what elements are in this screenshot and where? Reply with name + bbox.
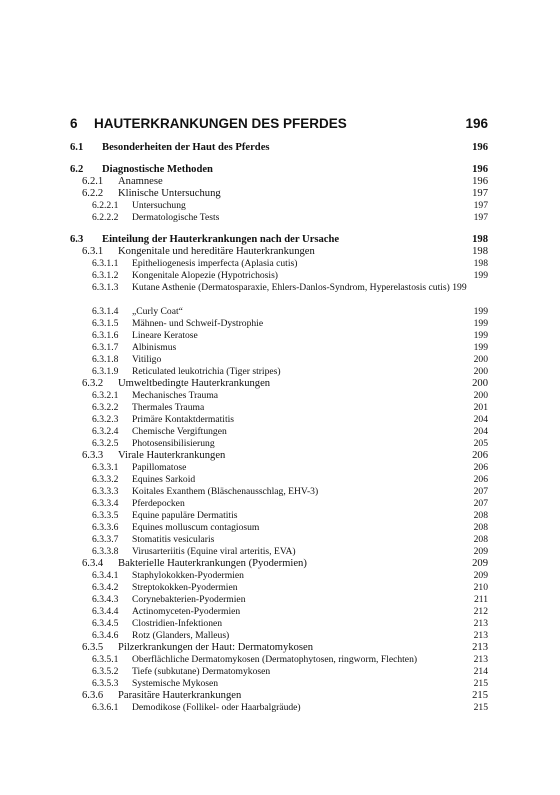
toc-entry-title: Klinische Untersuchung xyxy=(118,188,221,199)
toc-entry-title: Thermales Trauma xyxy=(132,402,205,413)
toc-entry-page: 206 xyxy=(473,462,488,473)
toc-entry-number: 6.3.4 xyxy=(82,558,104,569)
toc-entry-number: 6.2.1 xyxy=(82,176,104,187)
toc-entry-title: Besonderheiten der Haut des Pferdes xyxy=(102,142,270,153)
toc-entry-page: 204 xyxy=(473,426,488,437)
toc-entry-title: Staphylokokken-Pyodermien xyxy=(132,570,244,581)
toc-entry-title: Equines molluscum contagiosum xyxy=(132,522,260,533)
toc-entry-title: Systemische Mykosen xyxy=(132,678,219,689)
toc-entry-page: 201 xyxy=(473,402,488,413)
toc-entry-number: 6.2.2.1 xyxy=(92,200,119,211)
toc-entry-title: Diagnostische Methoden xyxy=(102,164,213,175)
toc-entry xyxy=(70,200,488,212)
toc-entry-title: Equine papuläre Dermatitis xyxy=(132,510,238,521)
chapter-title: HAUTERKRANKUNGEN DES PFERDES xyxy=(94,116,347,131)
toc-entry-title: Parasitäre Hauterkrankungen xyxy=(118,690,242,701)
toc-entry-number: 6.3.1 xyxy=(82,246,104,257)
toc-entry xyxy=(70,378,488,390)
toc-entry-title: Actinomyceten-Pyodermien xyxy=(132,606,241,617)
toc-entry xyxy=(70,522,488,534)
toc-entry-number: 6.3.4.4 xyxy=(92,606,119,617)
toc-entry-title: Corynebakterien-Pyodermien xyxy=(132,594,246,605)
toc-entry-page: 207 xyxy=(473,498,488,509)
toc-entry-number: 6.3.1.4 xyxy=(92,306,119,317)
toc-entry-page: 210 xyxy=(473,582,488,593)
toc-entry-title: Clostridien-Infektionen xyxy=(132,618,223,629)
toc-entry xyxy=(70,678,488,690)
toc-entry-number: 6.3.4.5 xyxy=(92,618,119,629)
toc-entry-title: Kongenitale Alopezie (Hypotrichosis) xyxy=(132,270,278,281)
toc-entry-title: Primäre Kontaktdermatitis xyxy=(132,414,235,425)
toc-entry xyxy=(70,142,488,154)
toc-entry-page: 198 xyxy=(472,246,488,257)
toc-entry-number: 6.3.1.7 xyxy=(92,342,119,353)
toc-entry-title: Dermatologische Tests xyxy=(132,212,220,223)
toc-entry-number: 6.3.3.6 xyxy=(92,522,119,533)
toc-entry xyxy=(70,212,488,224)
toc-entry-title: Equines Sarkoid xyxy=(132,474,196,485)
toc-entry xyxy=(70,234,488,246)
toc-entry-number: 6.3.1.3 xyxy=(92,282,119,293)
toc-entry-number: 6.3.3.2 xyxy=(92,474,119,485)
toc-entry-number: 6.3.3.7 xyxy=(92,534,119,545)
toc-entry-page: 212 xyxy=(473,606,488,617)
toc-entry-title: Kongenitale und hereditäre Hauterkrankungen xyxy=(118,246,315,257)
toc-entry xyxy=(70,558,488,570)
toc-entry-title: Rotz (Glanders, Malleus) xyxy=(132,630,230,641)
toc-entry-number: 6.3.6 xyxy=(82,690,104,701)
toc-entry-page: 199 xyxy=(473,330,488,341)
toc-entry-title: Chemische Vergiftungen xyxy=(132,426,227,437)
toc-entry-page: 209 xyxy=(473,570,488,581)
toc-entry xyxy=(70,188,488,200)
toc-entry xyxy=(70,690,488,702)
toc-entry-number: 6.3.2.2 xyxy=(92,402,119,413)
toc-entry-title: Bakterielle Hauterkrankungen (Pyodermien) xyxy=(118,558,307,569)
toc-entry xyxy=(70,270,488,282)
toc-entry xyxy=(70,642,488,654)
toc-entry xyxy=(70,402,488,414)
toc-entry xyxy=(70,486,488,498)
toc-entry xyxy=(70,306,488,318)
toc-entry xyxy=(70,630,488,642)
toc-entry-title: Pferdepocken xyxy=(132,498,185,509)
toc-entry-number: 6.2.2 xyxy=(82,188,104,199)
toc-entry-number: 6.1 xyxy=(70,142,84,153)
toc-entry xyxy=(70,474,488,486)
toc-entry-number: 6.3.3.4 xyxy=(92,498,119,509)
toc-entry-number: 6.3.4.1 xyxy=(92,570,119,581)
toc-entry-page: 197 xyxy=(472,188,488,199)
toc-entry-page: 209 xyxy=(473,546,488,557)
toc-entry-page: 198 xyxy=(473,258,488,269)
toc-entry-title: Koitales Exanthem (Bläschenausschlag, EHV-3) xyxy=(132,486,319,497)
toc-entry-page: 199 xyxy=(473,306,488,317)
toc-entry-number: 6.3.6.1 xyxy=(92,702,119,713)
toc-entry-number: 6.3.2.4 xyxy=(92,426,119,437)
toc-entry xyxy=(70,450,488,462)
toc-entry xyxy=(70,618,488,630)
toc-entry-number: 6.3.3.8 xyxy=(92,546,119,557)
toc-entry xyxy=(70,462,488,474)
toc-entry-number: 6.3.1.6 xyxy=(92,330,119,341)
toc-entry-number: 6.3.3.3 xyxy=(92,486,119,497)
toc-entry-title: Albinismus xyxy=(132,342,177,353)
toc-entry-title: Epitheliogenesis imperfecta (Aplasia cutis) xyxy=(132,258,298,269)
toc-entry-page: 213 xyxy=(473,630,488,641)
toc-entry-number: 6.3.4.6 xyxy=(92,630,119,641)
toc-entry xyxy=(70,702,488,714)
toc-entry-number: 6.3 xyxy=(70,234,84,245)
toc-entry xyxy=(70,176,488,188)
toc-entry-page: 214 xyxy=(473,666,488,677)
toc-entry-page: 205 xyxy=(473,438,488,449)
toc-entry-number: 6.3.3.1 xyxy=(92,462,119,473)
toc-entry xyxy=(70,570,488,582)
toc-entry-title: Einteilung der Hauterkrankungen nach der Ursache xyxy=(102,234,340,245)
toc-entry xyxy=(70,666,488,678)
toc-entry-page: 197 xyxy=(473,200,488,211)
toc-entry-page: 211 xyxy=(473,594,488,605)
chapter-page: 196 xyxy=(465,116,488,131)
toc-entry xyxy=(70,438,488,450)
toc-entry-title: Pilzerkrankungen der Haut: Dermatomykosen xyxy=(118,642,314,653)
toc-entry-number: 6.3.2.1 xyxy=(92,390,119,401)
toc-entry xyxy=(70,546,488,558)
toc-entry-title: Anamnese xyxy=(118,176,163,187)
toc-entry-title: Umweltbedingte Hauterkrankungen xyxy=(118,378,271,389)
toc-entry-number: 6.3.5 xyxy=(82,642,104,653)
toc-entry xyxy=(70,414,488,426)
toc-entry-number: 6.2.2.2 xyxy=(92,212,119,223)
toc-entry-page: 206 xyxy=(472,450,488,461)
toc-entry-title: Lineare Keratose xyxy=(132,330,198,341)
toc-entry-page: 213 xyxy=(472,642,488,653)
toc-entry xyxy=(70,318,488,330)
toc-entry-page: 208 xyxy=(473,510,488,521)
toc-entry-number: 6.3.1.9 xyxy=(92,366,119,377)
toc-entry-title: Photosensibilisierung xyxy=(132,438,215,449)
toc-entry-title: „Curly Coat“ xyxy=(132,306,183,317)
toc-entry-number: 6.3.2 xyxy=(82,378,104,389)
toc-entry-number: 6.3.5.3 xyxy=(92,678,119,689)
toc-entry xyxy=(70,390,488,402)
toc-entry-number: 6.2 xyxy=(70,164,84,175)
toc-entry-page: 199 xyxy=(473,318,488,329)
toc-entry-page: 208 xyxy=(473,534,488,545)
toc-entry-page: 207 xyxy=(473,486,488,497)
toc-entry xyxy=(70,246,488,258)
toc-entry-number: 6.3.4.3 xyxy=(92,594,119,605)
toc-entry xyxy=(70,498,488,510)
toc-entry-number: 6.3.3 xyxy=(82,450,104,461)
toc-entry-title: Streptokokken-Pyodermien xyxy=(132,582,238,593)
toc-entry-number: 6.3.5.1 xyxy=(92,654,119,665)
toc-entry-number: 6.3.2.5 xyxy=(92,438,119,449)
toc-entry xyxy=(70,342,488,354)
toc-entry-page: 206 xyxy=(473,474,488,485)
toc-entry-title: Stomatitis vesicularis xyxy=(132,534,215,545)
toc-entry-page: 209 xyxy=(472,558,488,569)
toc-entry-number: 6.3.3.5 xyxy=(92,510,119,521)
toc-entry-page: 196 xyxy=(472,142,488,153)
toc-entry-page: 215 xyxy=(473,678,488,689)
toc-entry-page: 200 xyxy=(473,366,488,377)
toc-entry xyxy=(70,594,488,606)
toc-entry-title: Reticulated leukotrichia (Tiger stripes) xyxy=(132,366,281,377)
toc-entry xyxy=(70,282,488,306)
chapter-number: 6 xyxy=(70,116,78,131)
toc-entry xyxy=(70,366,488,378)
toc-entry-page: 215 xyxy=(473,702,488,713)
toc-entry-title: Virusarteriitis (Equine viral arteritis, EVA) xyxy=(132,546,296,557)
toc-entry-page: 196 xyxy=(472,164,488,175)
toc-entry xyxy=(70,164,488,176)
toc-entry-number: 6.3.1.5 xyxy=(92,318,119,329)
toc-entry-page: 213 xyxy=(473,618,488,629)
toc-entry xyxy=(70,510,488,522)
toc-entry-page: 199 xyxy=(473,270,488,281)
toc-entry-number: 6.3.1.2 xyxy=(92,270,119,281)
toc-entry-page: 208 xyxy=(473,522,488,533)
toc-entry-title: Mähnen- und Schweif-Dystrophie xyxy=(132,318,264,329)
toc-entry-number: 6.3.2.3 xyxy=(92,414,119,425)
toc-entry xyxy=(70,258,488,270)
toc-entry-title: Tiefe (subkutane) Dermatomykosen xyxy=(132,666,271,677)
toc-entry-page: 204 xyxy=(473,414,488,425)
toc-entry xyxy=(70,654,488,666)
toc-entry-page: 197 xyxy=(473,212,488,223)
toc-entry-page: 196 xyxy=(472,176,488,187)
toc-entry-page: 215 xyxy=(472,690,488,701)
toc-entry xyxy=(70,606,488,618)
toc-entry-page: 213 xyxy=(473,654,488,665)
toc-entry-page: 200 xyxy=(472,378,488,389)
toc-entry xyxy=(70,330,488,342)
toc-entry-title: Virale Hauterkrankungen xyxy=(118,450,226,461)
toc-entry-number: 6.3.1.1 xyxy=(92,258,119,269)
toc-entry-page: 198 xyxy=(472,234,488,245)
toc-entry-title: Mechanisches Trauma xyxy=(132,390,219,401)
toc-entry xyxy=(70,534,488,546)
toc-entry-title: Vitiligo xyxy=(132,354,162,365)
toc-entry xyxy=(70,354,488,366)
toc-entry-title: Untersuchung xyxy=(132,200,186,211)
toc-entry-title: Oberflächliche Dermatomykosen (Dermatophytosen, ringworm, Flechten) xyxy=(132,654,418,665)
toc-entry-title: Kutane Asthenie (Dermatosparaxie, Ehlers-Danlos-Syndrom, Hyperelastosis cutis) 199 xyxy=(132,282,467,293)
toc-entry-title: Papillomatose xyxy=(132,462,187,473)
toc-entry xyxy=(70,426,488,438)
toc-entry-page: 199 xyxy=(473,342,488,353)
toc-entry xyxy=(70,582,488,594)
toc-entry-page: 200 xyxy=(473,390,488,401)
toc-entry-page: 200 xyxy=(473,354,488,365)
toc-entry-title: Demodikose (Follikel- oder Haarbalgräude) xyxy=(132,702,301,713)
toc-entry-number: 6.3.4.2 xyxy=(92,582,119,593)
toc-entry-number: 6.3.1.8 xyxy=(92,354,119,365)
toc-entry-number: 6.3.5.2 xyxy=(92,666,119,677)
